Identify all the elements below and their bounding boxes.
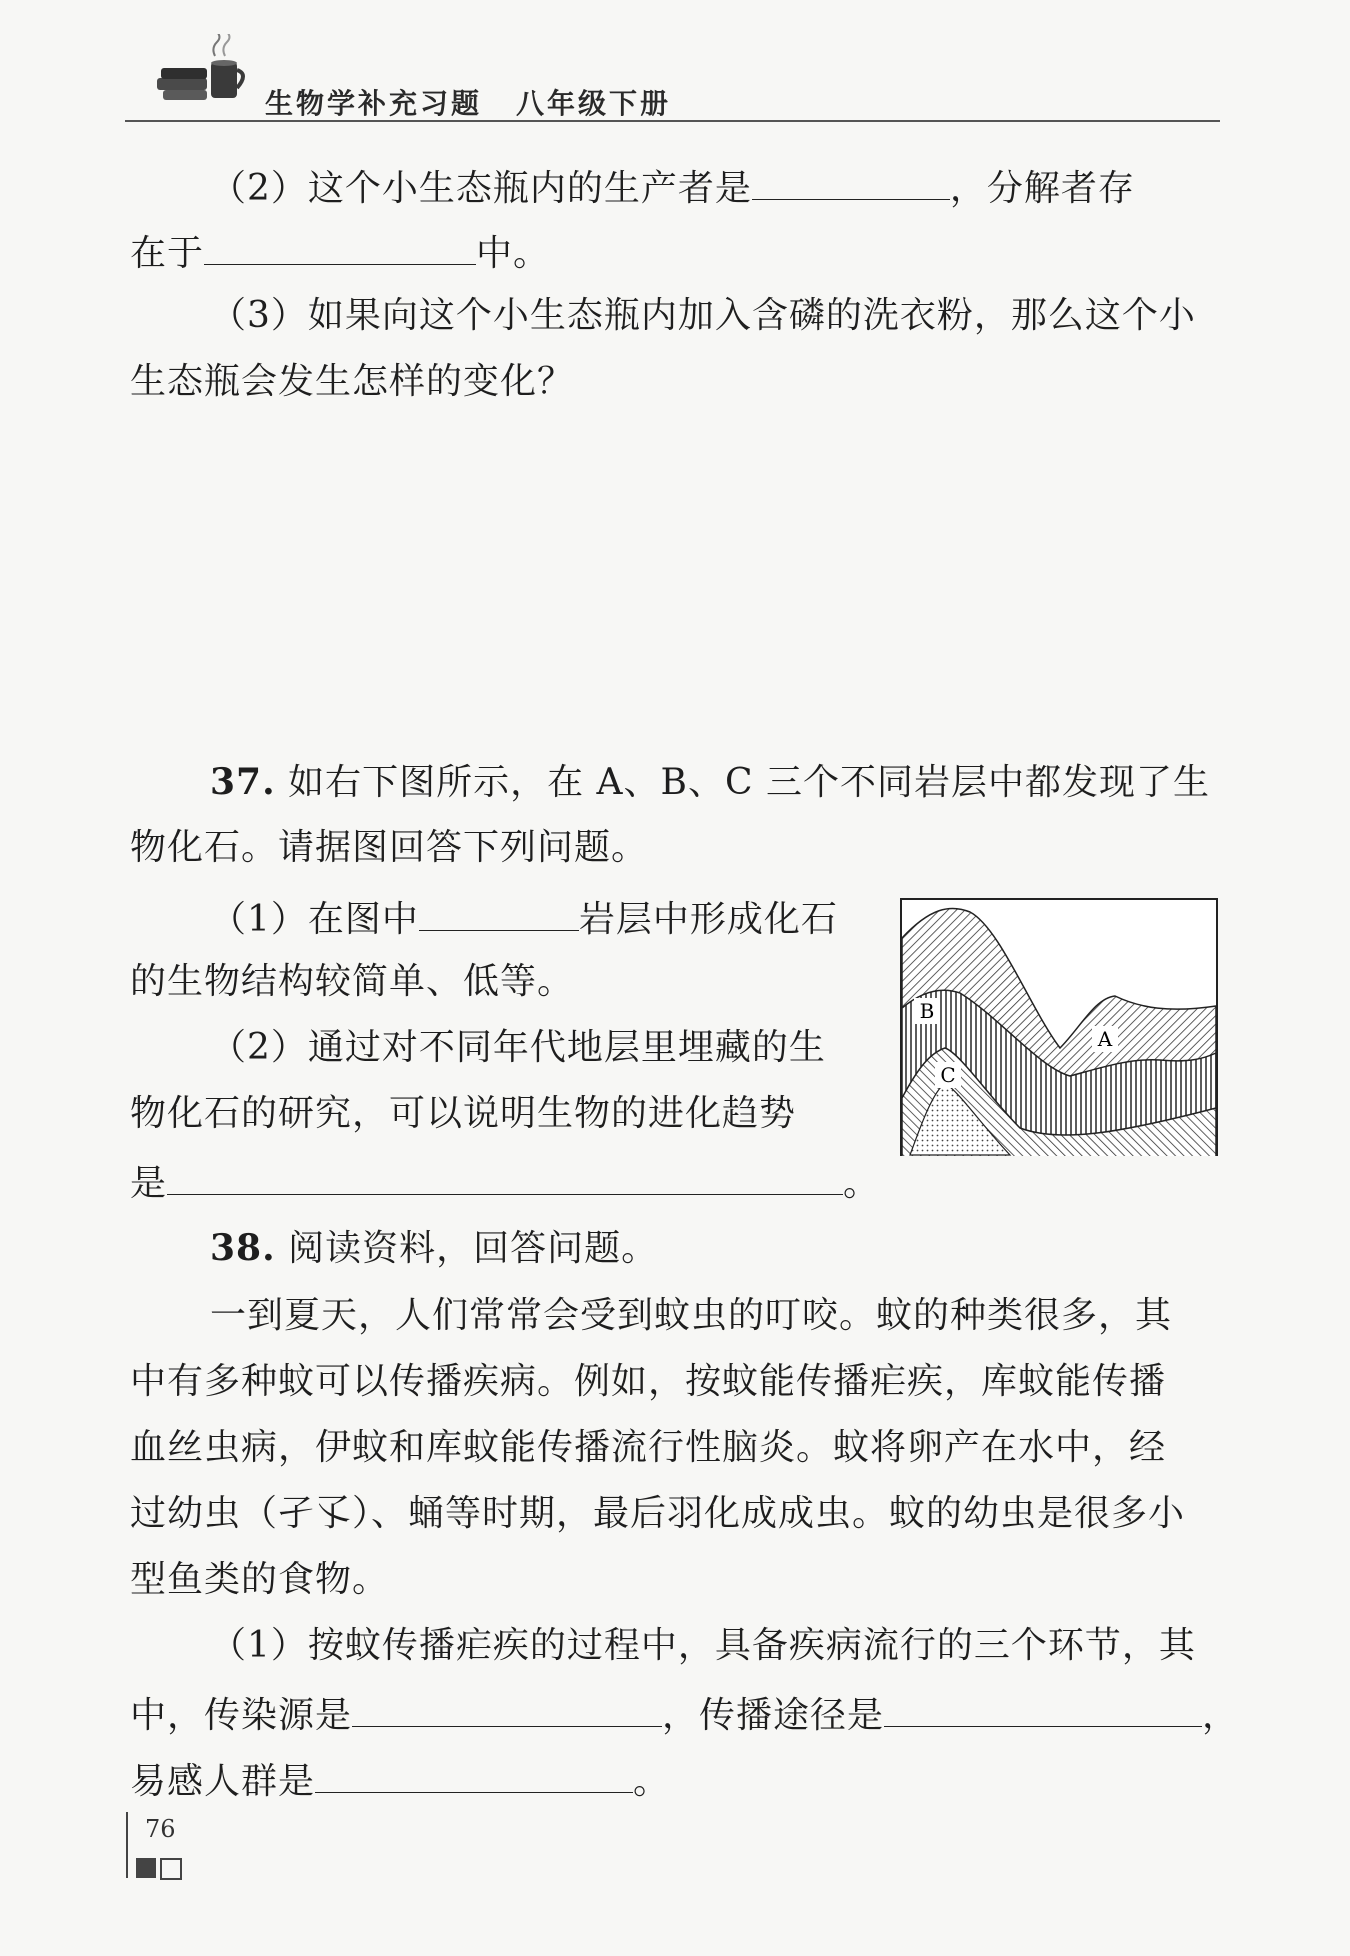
passage-line-1: 一到夏天，人们常常会受到蚊虫的叮咬。蚊的种类很多，其	[210, 1295, 1173, 1336]
q36-sub2-text-cont: ，分解者存	[949, 168, 1135, 209]
q36-sub2-suffix: 中。	[476, 233, 551, 274]
q38-sub1-prefix: 易感人群是	[130, 1761, 316, 1802]
footer-divider	[126, 1812, 128, 1878]
q38-sub1-text: 中，传染源是	[130, 1695, 353, 1736]
passage-line-2: 中有多种蚊可以传播疾病。例如，按蚊能传播疟疾，库蚊能传播	[130, 1361, 1167, 1402]
book-title: 生物学补充习题	[265, 87, 483, 120]
q37-sub2-prefix: 是	[130, 1163, 168, 1204]
evolution-trend-answer-blank[interactable]	[167, 1158, 843, 1195]
q36-sub3-line2: 生态瓶会发生怎样的变化？	[130, 361, 575, 402]
q37-sub1-line1	[210, 894, 838, 942]
decomposer-answer-blank[interactable]	[204, 228, 476, 265]
q37-sub1-line2: 的生物结构较简单、低等。	[130, 961, 575, 1002]
passage-line-4: 过幼虫（孑孓）、蛹等时期，最后羽化成成虫。蚊的幼虫是很多小	[130, 1493, 1186, 1534]
q38-sub1-line1: （1）按蚊传播疟疾的过程中，具备疾病流行的三个环节，其	[210, 1625, 1196, 1666]
layer-b-label: B	[919, 999, 935, 1023]
header-title	[265, 82, 671, 122]
page-number: 76	[145, 1815, 176, 1843]
rock-strata-figure	[900, 898, 1218, 1156]
q38-sub1-line2	[130, 1690, 1239, 1738]
q38-sub1-comma: ，	[1202, 1695, 1240, 1736]
q36-sub2-line2	[130, 228, 550, 276]
q38-sub1-text-cont: ，传播途径是	[662, 1695, 885, 1736]
q36-sub2-line1	[210, 163, 1135, 211]
q38-sub1-line3	[130, 1756, 670, 1804]
q38-number: 38.	[210, 1227, 276, 1269]
infection-source-answer-blank[interactable]	[352, 1690, 662, 1727]
passage-line-5: 型鱼类的食物。	[130, 1559, 390, 1600]
q37-stem-text: 如右下图所示，在 A、B、C 三个不同岩层中都发现了生	[288, 762, 1210, 803]
passage-line-3: 血丝虫病，伊蚊和库蚊能传播流行性脑炎。蚊将卵产在水中，经	[130, 1427, 1167, 1468]
layer-c-label: C	[940, 1063, 956, 1087]
grade-volume: 八年级下册	[516, 87, 672, 120]
q37-sub1-text: （1）在图中	[210, 899, 419, 940]
q36-sub2-text: （2）这个小生态瓶内的生产者是	[210, 168, 752, 209]
q37-sub2-line3	[130, 1158, 880, 1206]
q36-sub2-prefix: 在于	[130, 233, 205, 274]
transmission-route-answer-blank[interactable]	[884, 1690, 1202, 1727]
q37-sub2-line2: 物化石的研究，可以说明生物的进化趋势	[130, 1093, 797, 1134]
layer-a-label: A	[1097, 1027, 1113, 1051]
susceptible-population-answer-blank[interactable]	[315, 1756, 633, 1793]
header-divider	[125, 120, 1220, 122]
q38-sub1-end: 。	[633, 1761, 671, 1802]
q37-stem-line1	[210, 760, 1210, 805]
q37-sub2-line1: （2）通过对不同年代地层里埋藏的生	[210, 1027, 826, 1068]
q37-sub1-text-cont: 岩层中形成化石	[578, 899, 838, 940]
q37-stem-line2: 物化石。请据图回答下列问题。	[130, 827, 649, 868]
q38-stem-text: 阅读资料，回答问题。	[288, 1228, 659, 1269]
filled-square-marker	[136, 1858, 156, 1878]
q38-stem	[210, 1226, 658, 1271]
simple-layer-answer-blank[interactable]	[419, 894, 579, 931]
q37-sub2-end: 。	[843, 1163, 881, 1204]
q37-number: 37.	[210, 761, 276, 803]
empty-square-marker	[160, 1858, 182, 1880]
producer-answer-blank[interactable]	[752, 163, 950, 200]
books-and-mug-icon	[153, 34, 263, 114]
q36-sub3-line1: （3）如果向这个小生态瓶内加入含磷的洗衣粉，那么这个小	[210, 295, 1196, 336]
page-header	[125, 28, 1220, 124]
